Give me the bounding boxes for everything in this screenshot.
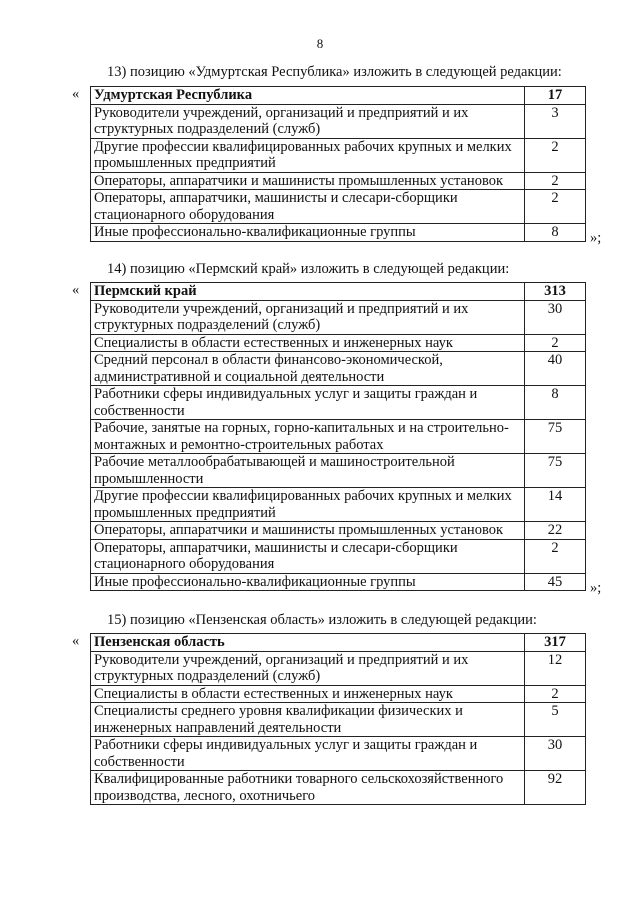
table-row bbox=[91, 172, 586, 190]
row-value: 8 bbox=[525, 386, 586, 420]
row-value: 12 bbox=[525, 651, 586, 685]
row-value: 75 bbox=[525, 420, 586, 454]
row-value: 2 bbox=[525, 138, 586, 172]
table-header-row bbox=[91, 634, 586, 652]
region-name: Удмуртская Республика bbox=[91, 87, 525, 105]
table-row bbox=[91, 573, 586, 591]
row-label: Специалисты среднего уровня квалификации физических и инженерных направлений деятельности bbox=[91, 703, 525, 737]
table-row bbox=[91, 522, 586, 540]
row-value: 2 bbox=[525, 685, 586, 703]
table-row bbox=[91, 703, 586, 737]
row-label: Специалисты в области естественных и инженерных наук bbox=[91, 685, 525, 703]
table-row bbox=[91, 771, 586, 805]
section-15-intro: 15) позицию «Пензенская область» изложить в следующей редакции: bbox=[107, 612, 537, 628]
row-value: 2 bbox=[525, 190, 586, 224]
row-label: Рабочие, занятые на горных, горно-капитальных и на строительно-монтажных и ремонтно-строительных работах bbox=[91, 420, 525, 454]
row-label: Специалисты в области естественных и инженерных наук bbox=[91, 334, 525, 352]
row-label: Другие профессии квалифицированных рабочих крупных и мелких промышленных предприятий bbox=[91, 488, 525, 522]
row-value: 2 bbox=[525, 334, 586, 352]
section-13-intro: 13) позицию «Удмуртская Республика» изложить в следующей редакции: bbox=[107, 64, 562, 80]
row-label: Иные профессионально-квалификационные группы bbox=[91, 224, 525, 242]
row-label: Рабочие металлообрабатывающей и машиностроительной промышленности bbox=[91, 454, 525, 488]
table-row bbox=[91, 138, 586, 172]
section-15-table bbox=[90, 633, 586, 805]
row-label: Работники сферы индивидуальных услуг и защиты граждан и собственности bbox=[91, 737, 525, 771]
row-label: Работники сферы индивидуальных услуг и защиты граждан и собственности bbox=[91, 386, 525, 420]
table-row bbox=[91, 454, 586, 488]
row-label: Средний персонал в области финансово-экономической, административной и социальной деятельности bbox=[91, 352, 525, 386]
section-14-quote-open: « bbox=[72, 282, 80, 298]
section-13-quote-open: « bbox=[72, 86, 80, 102]
region-total: 313 bbox=[525, 283, 586, 301]
table-row bbox=[91, 685, 586, 703]
row-label: Руководители учреждений, организаций и предприятий и их структурных подразделений (служб) bbox=[91, 300, 525, 334]
row-value: 8 bbox=[525, 224, 586, 242]
table-row bbox=[91, 420, 586, 454]
row-label: Другие профессии квалифицированных рабочих крупных и мелких промышленных предприятий bbox=[91, 138, 525, 172]
row-label: Операторы, аппаратчики и машинисты промышленных установок bbox=[91, 172, 525, 190]
table-row bbox=[91, 352, 586, 386]
section-15-quote-open: « bbox=[72, 633, 80, 649]
section-13-table bbox=[90, 86, 586, 242]
section-14-quote-close: »; bbox=[590, 580, 602, 596]
table-row bbox=[91, 651, 586, 685]
row-value: 22 bbox=[525, 522, 586, 540]
table-header-row bbox=[91, 87, 586, 105]
row-value: 2 bbox=[525, 539, 586, 573]
section-14-table bbox=[90, 282, 586, 591]
table-row bbox=[91, 488, 586, 522]
table-row bbox=[91, 737, 586, 771]
table-row bbox=[91, 539, 586, 573]
region-name: Пензенская область bbox=[91, 634, 525, 652]
section-14-intro: 14) позицию «Пермский край» изложить в следующей редакции: bbox=[107, 261, 510, 277]
page-number: 8 bbox=[316, 36, 324, 51]
row-value: 75 bbox=[525, 454, 586, 488]
row-value: 14 bbox=[525, 488, 586, 522]
table-row bbox=[91, 190, 586, 224]
row-label: Иные профессионально-квалификационные группы bbox=[91, 573, 525, 591]
row-label: Операторы, аппаратчики и машинисты промышленных установок bbox=[91, 522, 525, 540]
row-label: Квалифицированные работники товарного сельскохозяйственного производства, лесного, охотничьего bbox=[91, 771, 525, 805]
row-value: 40 bbox=[525, 352, 586, 386]
table-row bbox=[91, 224, 586, 242]
row-label: Руководители учреждений, организаций и предприятий и их структурных подразделений (служб) bbox=[91, 104, 525, 138]
table-row bbox=[91, 386, 586, 420]
row-value: 2 bbox=[525, 172, 586, 190]
region-total: 317 bbox=[525, 634, 586, 652]
region-name: Пермский край bbox=[91, 283, 525, 301]
section-13-quote-close: »; bbox=[590, 230, 602, 246]
row-label: Операторы, аппаратчики, машинисты и слесари-сборщики стационарного оборудования bbox=[91, 190, 525, 224]
table-row bbox=[91, 300, 586, 334]
row-value: 92 bbox=[525, 771, 586, 805]
row-label: Руководители учреждений, организаций и предприятий и их структурных подразделений (служб) bbox=[91, 651, 525, 685]
row-label: Операторы, аппаратчики, машинисты и слесари-сборщики стационарного оборудования bbox=[91, 539, 525, 573]
table-header-row bbox=[91, 283, 586, 301]
table-row bbox=[91, 104, 586, 138]
row-value: 30 bbox=[525, 300, 586, 334]
row-value: 45 bbox=[525, 573, 586, 591]
row-value: 5 bbox=[525, 703, 586, 737]
table-row bbox=[91, 334, 586, 352]
region-total: 17 bbox=[525, 87, 586, 105]
row-value: 30 bbox=[525, 737, 586, 771]
row-value: 3 bbox=[525, 104, 586, 138]
